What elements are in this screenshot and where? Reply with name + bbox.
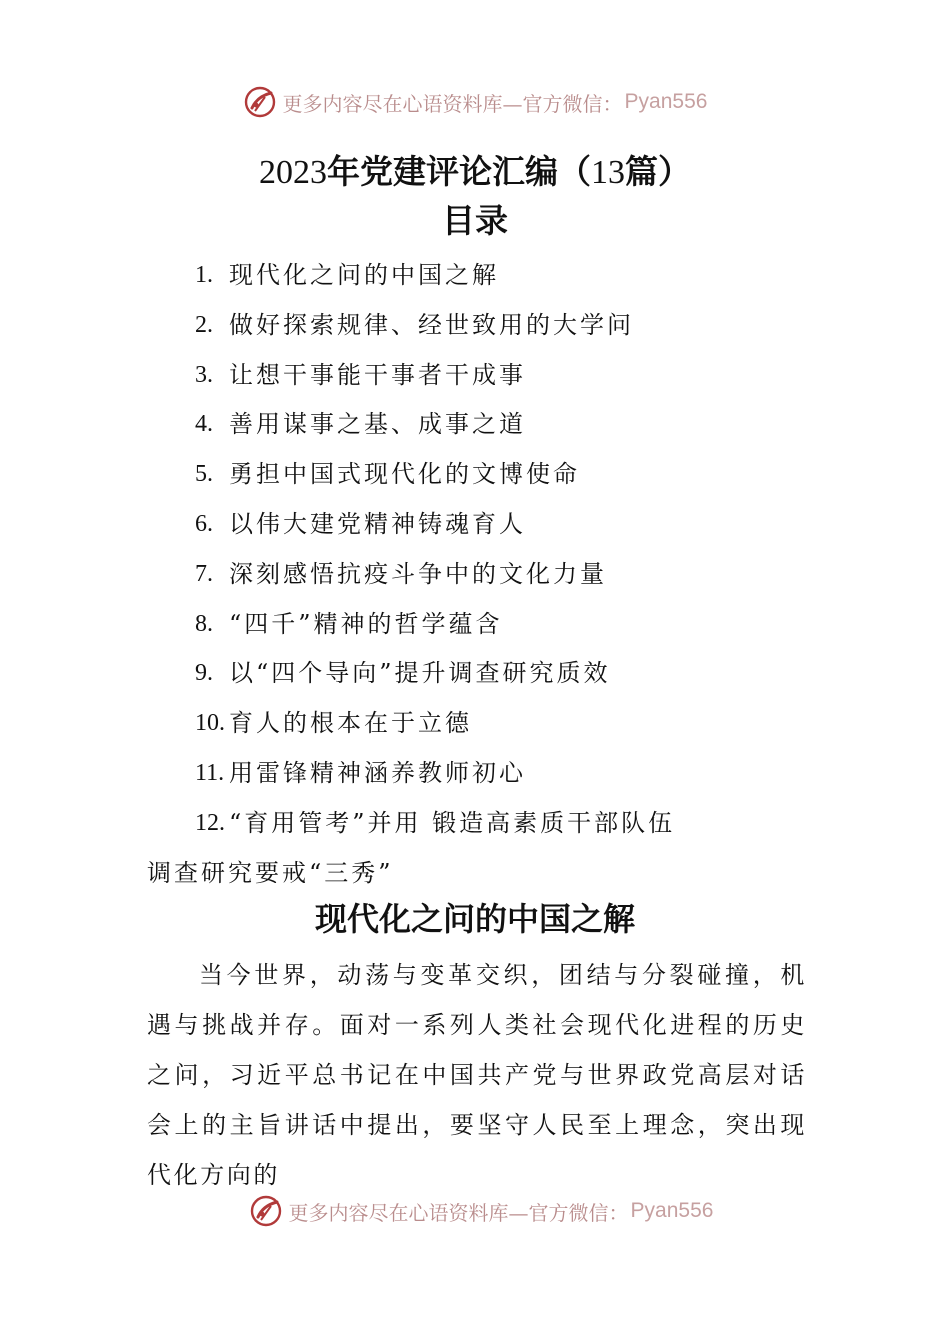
toc-item-label: 让想干事能干事者干成事 (229, 360, 526, 389)
toc-item-label: “育用管考”并用 锻造高素质干部队伍 (229, 808, 676, 837)
toc-item[interactable] (195, 401, 675, 451)
title-end: 篇） (625, 152, 691, 191)
toc-item[interactable] (195, 800, 675, 850)
banner-wechat-id: Pyan556 (630, 1199, 714, 1222)
toc-item-number: 10. (195, 710, 225, 737)
toc-item-number: 6. (195, 510, 213, 537)
toc-item-number: 2. (195, 311, 213, 338)
toc-item[interactable] (195, 551, 675, 601)
title-main: 年党建评论汇编（ (327, 152, 591, 191)
seal-logo-icon (249, 1194, 283, 1228)
article-title: 现代化之问的中国之解 (314, 900, 635, 938)
toc-item-number: 7. (195, 560, 213, 587)
toc-item-label: 育人的根本在于立德 (229, 709, 472, 738)
toc-item-label: 勇担中国式现代化的文博使命 (229, 460, 580, 489)
toc-item-number: 9. (195, 660, 213, 687)
toc-item-number: 1. (195, 262, 213, 288)
toc-item[interactable] (195, 750, 675, 800)
banner-text: 更多内容尽在心语资料库—官方微信： (282, 91, 623, 116)
toc-item[interactable] (195, 700, 675, 750)
seal-logo-icon (243, 85, 277, 119)
toc-item[interactable] (195, 451, 675, 501)
toc-item-label: 深刻感悟抗疫斗争中的文化力量 (229, 559, 607, 588)
toc-item-number: 5. (195, 461, 213, 488)
document-title (0, 150, 950, 195)
title-year: 2023 (259, 154, 327, 191)
toc-item[interactable] (195, 352, 675, 402)
banner-wechat-id: Pyan556 (624, 90, 708, 113)
header-banner (0, 82, 950, 122)
toc-item[interactable] (195, 252, 675, 302)
toc-item[interactable] (195, 601, 675, 651)
toc-item-unnumbered[interactable]: 调查研究要戒“三秀” (147, 859, 394, 887)
toc-item-label: 以“四个导向”提升调查研究质效 (229, 659, 611, 688)
banner-text: 更多内容尽在心语资料库—官方微信： (288, 1200, 629, 1225)
toc-item-label: 现代化之问的中国之解 (229, 261, 499, 289)
toc-item-label: “四千”精神的哲学蕴含 (229, 609, 503, 638)
toc-item-label: 用雷锋精神涵养教师初心 (229, 758, 526, 787)
article-paragraph: 当今世界，动荡与变革交织，团结与分裂碰撞，机遇与挑战并存。面对一系列人类社会现代化进程的历史之问，习近平总书记在中国共产党与世界政党高层对话会上的主旨讲话中提出，要坚守人民至上理念，突出现代化方向的 (147, 961, 807, 1189)
toc-item-number: 12. (195, 809, 225, 836)
toc-heading: 目录 (442, 201, 508, 240)
table-of-contents (195, 252, 675, 850)
title-count: 13 (591, 154, 625, 191)
toc-item-label: 以伟大建党精神铸魂育人 (229, 509, 526, 538)
toc-item[interactable] (195, 650, 675, 700)
toc-item-number: 8. (195, 610, 213, 637)
toc-item-number: 4. (195, 411, 213, 438)
toc-item-number: 11. (195, 759, 225, 786)
toc-item[interactable] (195, 501, 675, 551)
toc-item-number: 3. (195, 361, 213, 388)
toc-item-label: 做好探索规律、经世致用的大学问 (229, 310, 634, 339)
toc-item[interactable] (195, 302, 675, 352)
footer-banner (0, 1191, 950, 1231)
toc-item-label: 善用谋事之基、成事之道 (229, 410, 526, 439)
